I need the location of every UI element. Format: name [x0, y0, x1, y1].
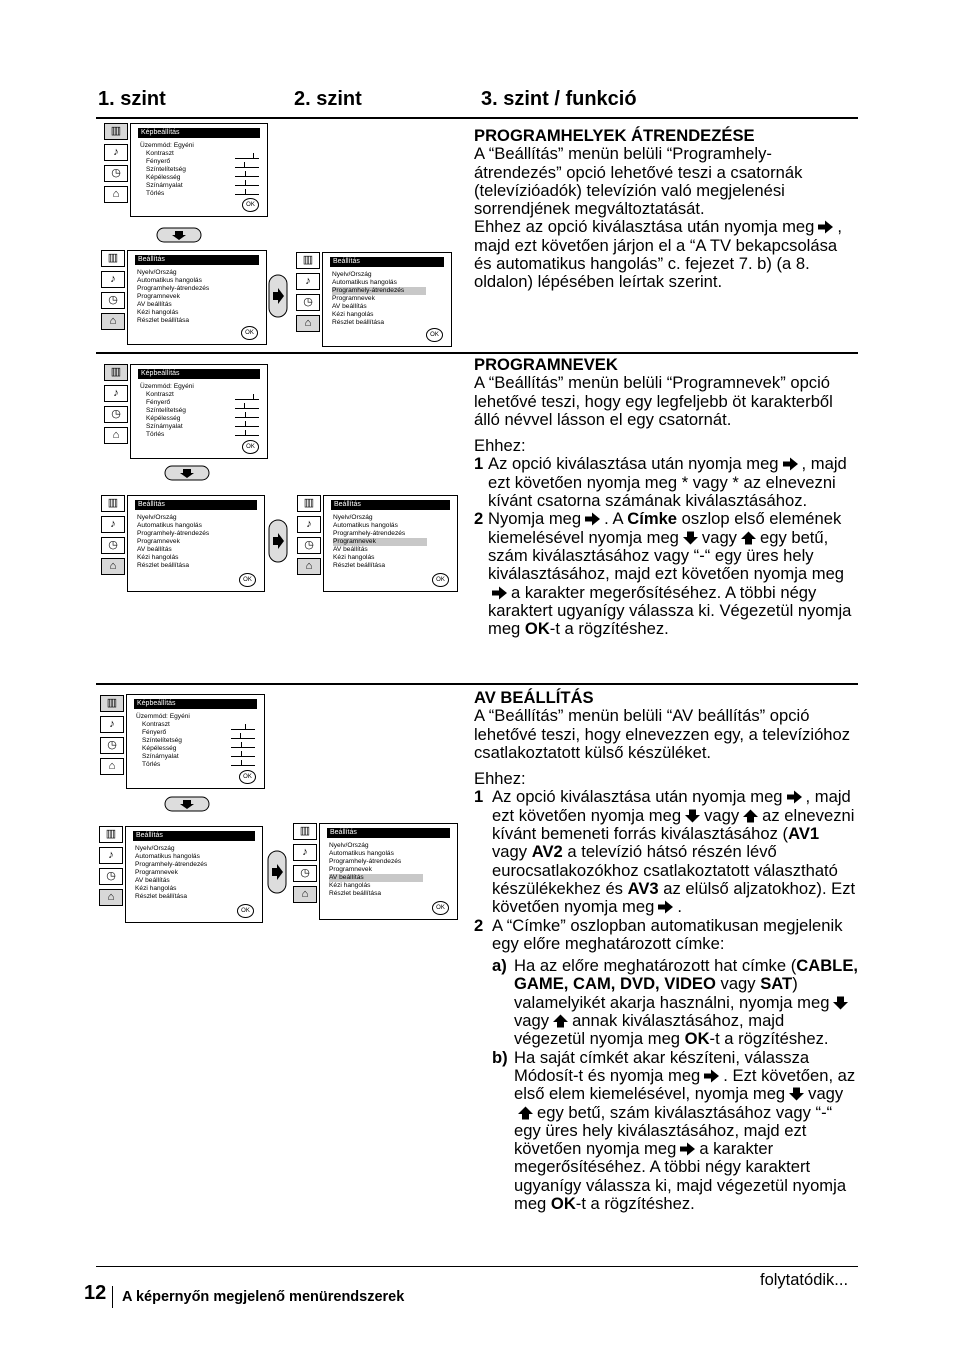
setup-submenu-screen	[323, 495, 458, 592]
slider	[235, 150, 259, 159]
menu-line: Színtelítetség	[146, 166, 186, 173]
menu-lines	[333, 514, 427, 570]
text: -t a rögzítéshez.	[575, 1194, 695, 1214]
text: . A	[604, 509, 623, 529]
menu-line: Színárnyalat	[142, 753, 179, 760]
setup-icon: ⌂	[297, 558, 321, 575]
menu-line: Nyelv/Ország	[137, 514, 177, 521]
menu-lines	[140, 383, 194, 439]
picture-menu-screen	[130, 364, 268, 459]
menu-line: Színárnyalat	[146, 182, 183, 189]
menu-line: Törlés	[146, 431, 165, 438]
right-arrow-icon	[267, 850, 287, 894]
down-arrow-icon	[832, 996, 849, 1010]
text: a karakter megerősítéséhez. A többi négy karaktert ugyanígy válassza ki. Végezetül nyomja meg	[488, 582, 852, 639]
picture-menu-screen	[126, 694, 265, 789]
setup-icon: ⌂	[101, 558, 125, 575]
section-divider	[96, 117, 858, 119]
paragraph	[474, 218, 858, 291]
picture-icon: ▥	[101, 250, 125, 267]
menu-line: Részlet beállítása	[137, 317, 190, 324]
section-programnevek	[474, 356, 858, 638]
menu-line: Kézi hangolás	[137, 309, 179, 316]
right-arrow-icon	[703, 1069, 720, 1083]
text: . Ezt követően, az első elem kiemelésével, nyomja meg	[514, 1065, 856, 1104]
section-av-beallitas	[474, 689, 858, 1213]
menu-line: Programnevek	[329, 866, 372, 873]
down-arrow-icon	[164, 465, 210, 481]
text-bold: AV1	[788, 824, 820, 844]
menu-line: Kézi hangolás	[332, 311, 374, 318]
menu-line: AV beállítás	[332, 303, 367, 310]
right-arrow-icon	[268, 274, 288, 318]
menu-line: Üzemmód: Egyéni	[140, 383, 194, 390]
text-bold: SAT	[760, 974, 793, 994]
chapter-title: A képernyőn megjelenő menürendszerek	[122, 1289, 405, 1305]
slider	[231, 721, 255, 730]
menu-line: AV beállítás	[137, 301, 172, 308]
setup-icon: ⌂	[104, 186, 128, 203]
menu-line: Kézi hangolás	[333, 554, 375, 561]
sub-item-label: b)	[492, 1047, 508, 1067]
menu-line: Programhely-átrendezés	[329, 858, 402, 865]
menu-line: Kézi hangolás	[137, 554, 179, 561]
menu-line: Kontraszt	[146, 150, 174, 157]
sub-item	[492, 1049, 858, 1214]
setup-menu-screen	[125, 826, 263, 923]
menu-line: AV beállítás	[135, 877, 170, 884]
list-item	[474, 510, 858, 638]
slider	[235, 400, 259, 409]
slider	[231, 757, 255, 766]
slider	[235, 186, 259, 195]
menu-line: Automatikus hangolás	[135, 853, 200, 860]
ok-icon: OK	[239, 573, 256, 587]
text: .	[677, 897, 682, 917]
picture-icon: ▥	[99, 826, 123, 843]
menu-title: Képbeállítás	[134, 699, 257, 709]
text: Ehhez az opció kiválasztása után nyomja meg	[474, 217, 815, 237]
up-arrow-icon	[740, 531, 757, 545]
setup-icon: ⌂	[99, 889, 123, 906]
slider	[235, 391, 259, 400]
menu-line: Nyelv/Ország	[332, 271, 372, 278]
footer-separator	[112, 1286, 113, 1308]
text: , majd ezt követően nyomja meg	[492, 787, 851, 825]
slider	[231, 730, 255, 739]
text: , majd ezt követően járjon el a “A TV bekapcsolása és automatikus hangolás” c. fejezet 7. b) (a 8. oldalon) lépésében leírtak szerint.	[474, 217, 842, 292]
item-text	[488, 510, 858, 638]
menu-line: Üzemmód: Egyéni	[136, 713, 190, 720]
menu-line: Programnevek	[332, 295, 375, 302]
setup-menu-screen	[127, 495, 265, 592]
menu-lines	[137, 269, 209, 325]
setup-submenu-screen	[322, 252, 452, 347]
slider-column	[235, 391, 259, 436]
down-arrow-icon	[682, 531, 699, 545]
text: annak kiválasztásához, majd végezetül nyomja meg	[514, 1011, 785, 1049]
picture-icon: ▥	[293, 823, 317, 840]
menu-line: Automatikus hangolás	[333, 522, 398, 529]
text: vagy	[808, 1084, 844, 1104]
setup-icon: ⌂	[293, 886, 317, 903]
timer-icon: ◷	[101, 537, 125, 554]
timer-icon: ◷	[296, 294, 320, 311]
paragraph: A “Beállítás” menün belüli “Programnevek” opció lehetővé teszi, hogy egy legfeljebb öt karakterből álló névvel lásson el egy csatornát.	[474, 373, 833, 429]
menu-line: AV beállítás	[333, 546, 368, 553]
sound-icon: ♪	[101, 271, 125, 288]
down-arrow-icon	[156, 227, 202, 243]
section-title: AV BEÁLLÍTÁS	[474, 688, 594, 707]
menu-line: Programnevek	[137, 293, 180, 300]
menu-lines	[329, 842, 423, 898]
slider	[235, 418, 259, 427]
menu-line: Automatikus hangolás	[329, 850, 394, 857]
menu-line: Programhely-átrendezés	[135, 861, 208, 868]
right-arrow-icon	[584, 512, 601, 526]
slider	[235, 409, 259, 418]
item-number: 2	[474, 915, 484, 935]
text: egy betű, szám kiválasztásához vagy “-“ egy üres hely kiválasztásához, majd ezt követően nyomja meg	[514, 1102, 833, 1159]
right-arrow-icon	[679, 1142, 696, 1156]
menu-line: Programhely-átrendezés	[333, 530, 406, 537]
menu-title: Képbeállítás	[138, 128, 260, 138]
timer-icon: ◷	[101, 292, 125, 309]
list-item	[474, 917, 858, 954]
header-level3: 3. szint / funkció	[481, 88, 637, 110]
menu-line: Fényerő	[146, 399, 171, 406]
paragraph: Ehhez:	[474, 769, 526, 789]
menu-lines	[332, 271, 426, 327]
setup-icon: ⌂	[104, 427, 128, 444]
menu-icon-column	[101, 250, 125, 334]
menu-line: Részlet beállítása	[135, 893, 188, 900]
sound-icon: ♪	[296, 273, 320, 290]
section-title: PROGRAMHELYEK ÁTRENDEZÉSE	[474, 126, 755, 145]
menu-line: Nyelv/Ország	[135, 845, 175, 852]
menu-line: Automatikus hangolás	[332, 279, 397, 286]
section-divider	[96, 683, 858, 685]
menu-line: Kontraszt	[146, 391, 174, 398]
timer-icon: ◷	[297, 537, 321, 554]
menu-line: AV beállítás	[137, 546, 172, 553]
text: -t a rögzítéshez.	[549, 619, 669, 639]
sound-icon: ♪	[99, 847, 123, 864]
header-level1: 1. szint	[98, 88, 166, 110]
sound-icon: ♪	[104, 385, 128, 402]
menu-line: Programnevek	[137, 538, 180, 545]
text: -t a rögzítéshez.	[709, 1029, 829, 1049]
text: , majd ezt követően nyomja meg * vagy * az elnevezni kívánt csatorna számának kiválasztásához.	[488, 454, 847, 511]
picture-icon: ▥	[104, 364, 128, 381]
slider	[235, 177, 259, 186]
picture-menu-screen	[130, 123, 268, 217]
menu-line: Programnevek	[135, 869, 178, 876]
menu-title: Beállítás	[135, 255, 259, 265]
up-arrow-icon	[742, 809, 759, 823]
ok-icon: OK	[432, 901, 449, 915]
menu-line: Programhely-átrendezés	[137, 285, 210, 292]
ok-icon: OK	[432, 573, 449, 587]
menu-line: Képélesség	[142, 745, 177, 752]
down-arrow-icon	[684, 809, 701, 823]
menu-line: Részlet beállítása	[137, 562, 190, 569]
menu-line: Nyelv/Ország	[329, 842, 369, 849]
text: vagy	[492, 842, 528, 862]
paragraph: Ehhez:	[474, 436, 526, 456]
menu-line: Nyelv/Ország	[137, 269, 177, 276]
menu-line: Automatikus hangolás	[137, 522, 202, 529]
paragraph: A “Beállítás” menün belüli “AV beállítás” opció lehetővé teszi, hogy elnevezzen egy, a televízióhoz csatlakoztatott külső készüléket.	[474, 706, 851, 762]
text: vagy	[701, 527, 737, 547]
menu-line: Színtelítetség	[146, 407, 186, 414]
slider	[235, 159, 259, 168]
up-arrow-icon	[552, 1014, 569, 1028]
ok-icon: OK	[242, 198, 259, 212]
text: Ha az előre meghatározott hat címke (	[514, 956, 797, 976]
sound-icon: ♪	[104, 144, 128, 161]
down-arrow-icon	[788, 1087, 805, 1101]
menu-title: Képbeállítás	[138, 369, 260, 379]
menu-line: Kézi hangolás	[329, 882, 371, 889]
list-item	[474, 455, 858, 510]
slider-column	[235, 150, 259, 195]
menu-line: Törlés	[146, 190, 165, 197]
menu-line: Programhely-átrendezés	[137, 530, 210, 537]
text: az elnevezni kívánt bemeneti forrás kiválasztásához (	[492, 805, 855, 844]
picture-icon: ▥	[104, 123, 128, 140]
ok-icon: OK	[426, 328, 443, 342]
text: Ha saját címkét akar készíteni, válassza Módosít-t és nyomja meg	[514, 1047, 810, 1085]
slider-column	[231, 721, 255, 766]
menu-icon-column	[99, 826, 123, 910]
menu-line: Képélesség	[146, 174, 181, 181]
text: vagy	[704, 805, 740, 825]
page-number: 12	[84, 1282, 107, 1304]
section-title: PROGRAMNEVEK	[474, 355, 618, 374]
setup-submenu-screen	[319, 823, 458, 920]
down-arrow-icon	[164, 796, 210, 812]
text: az elülső aljzatokhoz). Ezt követően nyomja meg	[492, 878, 856, 917]
continued-label: folytatódik...	[760, 1271, 849, 1289]
menu-line: Kontraszt	[142, 721, 170, 728]
item-text: A “Címke” oszlopban automatikusan megjelenik egy előre meghatározott címke:	[492, 915, 843, 953]
setup-menu-screen	[127, 250, 267, 345]
text: Nyomja meg	[488, 509, 582, 529]
menu-icon-column	[296, 252, 320, 336]
menu-line: Színtelítetség	[142, 737, 182, 744]
ok-icon: OK	[242, 440, 259, 454]
text: oszlop első elemének kiemelésével nyomja meg	[488, 509, 842, 547]
text: vagy	[514, 1011, 550, 1031]
text: egy betű, szám kiválasztásához vagy “-“ egy üres hely kiválasztásához, majd ezt követően nyomja meg	[488, 527, 845, 584]
item-number: 2	[474, 509, 484, 529]
menu-line-highlighted: Programnevek	[333, 538, 427, 546]
text-bold: CABLE, GAME, CAM, DVD, VIDEO	[514, 956, 858, 994]
menu-lines	[135, 845, 207, 901]
menu-title: Beállítás	[330, 257, 444, 267]
menu-line: Színárnyalat	[146, 423, 183, 430]
text: ) valamelyikét akarja használni, nyomja meg	[514, 974, 830, 1012]
text-bold: AV2	[531, 842, 563, 862]
right-arrow-icon	[268, 519, 288, 563]
menu-title: Beállítás	[327, 828, 450, 838]
setup-icon: ⌂	[101, 313, 125, 330]
menu-title: Beállítás	[331, 500, 450, 510]
item-number: 1	[474, 454, 484, 474]
menu-line: Törlés	[142, 761, 161, 768]
timer-icon: ◷	[99, 868, 123, 885]
setup-icon: ⌂	[100, 758, 124, 775]
picture-icon: ▥	[297, 495, 321, 512]
text-bold: OK	[550, 1194, 576, 1214]
menu-title: Beállítás	[133, 831, 255, 841]
timer-icon: ◷	[104, 406, 128, 423]
text: a televízió hátsó részén lévő eurocsatlakozókhoz csatlakoztatott választható készülékekhez és	[492, 842, 838, 898]
menu-line: Üzemmód: Egyéni	[140, 142, 194, 149]
picture-icon: ▥	[296, 252, 320, 269]
menu-icon-column	[297, 495, 321, 579]
right-arrow-icon	[817, 220, 834, 234]
sound-icon: ♪	[101, 516, 125, 533]
menu-icon-column	[101, 495, 125, 579]
item-number: 1	[474, 787, 484, 807]
right-arrow-icon	[782, 457, 799, 471]
text: a karakter megerősítéséhez. A többi négy karaktert ugyanígy válassza ki, majd végezetül nyomja meg	[514, 1139, 847, 1214]
setup-icon: ⌂	[296, 315, 320, 332]
text-bold: AV3	[627, 878, 659, 898]
timer-icon: ◷	[104, 165, 128, 182]
slider	[235, 427, 259, 436]
menu-line-highlighted: Programhely-átrendezés	[332, 287, 426, 295]
slider	[231, 748, 255, 757]
text-bold: OK	[684, 1029, 710, 1049]
timer-icon: ◷	[100, 737, 124, 754]
sound-icon: ♪	[293, 844, 317, 861]
sound-icon: ♪	[100, 716, 124, 733]
ok-icon: OK	[237, 904, 254, 918]
menu-lines	[136, 713, 190, 769]
up-arrow-icon	[517, 1106, 534, 1120]
menu-icon-column	[293, 823, 317, 907]
sub-item-text	[514, 1049, 858, 1214]
text-bold: OK	[524, 619, 550, 639]
right-arrow-icon	[786, 790, 803, 804]
item-text	[488, 455, 858, 510]
slider	[231, 739, 255, 748]
picture-icon: ▥	[100, 695, 124, 712]
menu-icon-column	[100, 695, 124, 779]
menu-line: Részlet beállítása	[332, 319, 385, 326]
text: Az opció kiválasztása után nyomja meg	[492, 787, 783, 807]
paragraph: A “Beállítás” menün belüli “Programhely-átrendezés” opció lehetővé teszi a csatornák (televízióadók) televízión való megjelenési sorrendjének megváltoztatását.	[474, 144, 803, 219]
right-arrow-icon	[657, 900, 674, 914]
menu-line: Fényerő	[146, 158, 171, 165]
list-item	[474, 788, 858, 916]
menu-line-highlighted: AV beállítás	[329, 874, 423, 882]
menu-lines	[140, 142, 194, 198]
menu-line: Automatikus hangolás	[137, 277, 202, 284]
section-programhely	[474, 127, 858, 292]
menu-line: Kézi hangolás	[135, 885, 177, 892]
menu-title: Beállítás	[135, 500, 257, 510]
picture-icon: ▥	[101, 495, 125, 512]
sound-icon: ♪	[297, 516, 321, 533]
menu-line: Nyelv/Ország	[333, 514, 373, 521]
section-divider	[96, 352, 858, 354]
menu-line: Részlet beállítása	[333, 562, 386, 569]
sub-item-label: a)	[492, 956, 507, 976]
sub-item-text	[514, 957, 858, 1048]
header-level2: 2. szint	[294, 88, 362, 110]
menu-icon-column	[104, 123, 128, 207]
footer-divider	[96, 1266, 858, 1267]
menu-line: Képélesség	[146, 415, 181, 422]
slider	[235, 168, 259, 177]
item-text	[492, 788, 858, 916]
text-bold: Címke	[627, 509, 678, 529]
right-arrow-icon	[491, 586, 508, 600]
ok-icon: OK	[239, 770, 256, 784]
timer-icon: ◷	[293, 865, 317, 882]
text: vagy	[720, 974, 756, 994]
sub-item	[492, 957, 858, 1048]
text: Az opció kiválasztása után nyomja meg	[488, 454, 779, 474]
menu-lines	[137, 514, 209, 570]
menu-line: Részlet beállítása	[329, 890, 382, 897]
menu-line: Fényerő	[142, 729, 167, 736]
menu-icon-column	[104, 364, 128, 448]
ok-icon: OK	[241, 326, 258, 340]
